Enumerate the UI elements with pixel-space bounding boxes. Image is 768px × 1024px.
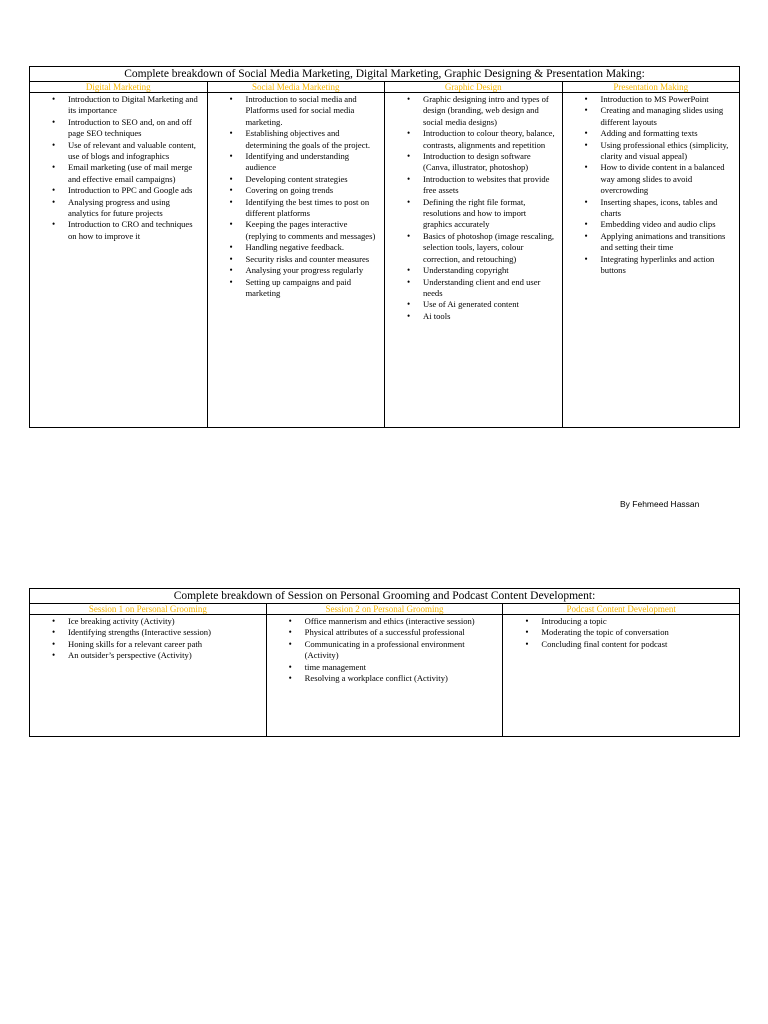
list-item: • Physical attributes of a successful professional bbox=[305, 627, 497, 638]
list-item: • Introduction to design software (Canva, illustrator, photoshop) bbox=[423, 151, 556, 174]
list-item: • Understanding copyright bbox=[423, 265, 556, 276]
graphic-design-list bbox=[385, 94, 556, 322]
course-breakdown-table bbox=[29, 66, 740, 428]
list-item: • Introduction to PPC and Google ads bbox=[68, 185, 201, 196]
session-1-cell bbox=[30, 615, 266, 736]
grooming-podcast-table bbox=[29, 588, 740, 737]
presentation-making-cell bbox=[562, 93, 740, 427]
presentation-making-list bbox=[563, 94, 734, 277]
list-item: • Handling negative feedback. bbox=[246, 242, 379, 253]
list-item: • Introduction to MS PowerPoint bbox=[601, 94, 734, 105]
graphic-design-cell bbox=[384, 93, 562, 427]
social-media-marketing-list bbox=[208, 94, 379, 299]
list-item: • Basics of photoshop (image rescaling, selection tools, layers, colour correction, and retouching) bbox=[423, 231, 556, 265]
list-item: • Security risks and counter measures bbox=[246, 254, 379, 265]
list-item: • Graphic designing intro and types of design (branding, web design and social media designs) bbox=[423, 94, 556, 128]
column-header-social-media-marketing: Social Media Marketing bbox=[207, 82, 385, 92]
session-2-cell bbox=[266, 615, 503, 736]
list-item: • Analysing your progress regularly bbox=[246, 265, 379, 276]
list-item: • Developing content strategies bbox=[246, 174, 379, 185]
list-item: • Creating and managing slides using different layouts bbox=[601, 105, 734, 128]
table-body-row bbox=[30, 615, 739, 736]
column-header-graphic-design: Graphic Design bbox=[384, 82, 562, 92]
session-1-list bbox=[30, 616, 260, 662]
list-item: • Establishing objectives and determining the goals of the project. bbox=[246, 128, 379, 151]
list-item: • Office mannerism and ethics (interactive session) bbox=[305, 616, 497, 627]
column-header-session-2: Session 2 on Personal Grooming bbox=[266, 604, 503, 614]
social-media-marketing-cell bbox=[207, 93, 385, 427]
table-header-row bbox=[30, 604, 739, 615]
list-item: • Introduction to CRO and techniques on how to improve it bbox=[68, 219, 201, 242]
column-header-session-1: Session 1 on Personal Grooming bbox=[88, 604, 207, 614]
list-item: • How to divide content in a balanced way among slides to avoid overcrowding bbox=[601, 162, 734, 196]
list-item: • Applying animations and transitions and setting their time bbox=[601, 231, 734, 254]
list-item: • Integrating hyperlinks and action buttons bbox=[601, 254, 734, 277]
column-header-podcast: Podcast Content Development bbox=[502, 604, 739, 614]
list-item: • Understanding client and end user needs bbox=[423, 277, 556, 300]
list-item: • Setting up campaigns and paid marketing bbox=[246, 277, 379, 300]
list-item: • Introduction to websites that provide free assets bbox=[423, 174, 556, 197]
list-item: • Identifying the best times to post on different platforms bbox=[246, 197, 379, 220]
table-title: Complete breakdown of Social Media Marketing, Digital Marketing, Graphic Designing & Presentation Making: bbox=[30, 67, 739, 82]
list-item: • Inserting shapes, icons, tables and charts bbox=[601, 197, 734, 220]
list-item: • Defining the right file format, resolutions and how to import graphics accurately bbox=[423, 197, 556, 231]
digital-marketing-list bbox=[30, 94, 201, 242]
author-credit: By Fehmeed Hassan bbox=[620, 499, 700, 509]
list-item: • Use of relevant and valuable content, use of blogs and infographics bbox=[68, 140, 201, 163]
podcast-list bbox=[503, 616, 733, 650]
list-item: • Analysing progress and using analytics for future projects bbox=[68, 197, 201, 220]
list-item: • time management bbox=[305, 662, 497, 673]
column-header-digital-marketing: Digital Marketing bbox=[85, 82, 151, 92]
column-header-presentation-making: Presentation Making bbox=[562, 82, 740, 92]
list-item: • Ai tools bbox=[423, 311, 556, 322]
podcast-cell bbox=[502, 615, 739, 736]
list-item: • Identifying and understanding audience bbox=[246, 151, 379, 174]
list-item: • Use of Ai generated content bbox=[423, 299, 556, 310]
list-item: • Introduction to colour theory, balance, contrasts, alignments and repetition bbox=[423, 128, 556, 151]
list-item: • Introduction to social media and Platforms used for social media marketing. bbox=[246, 94, 379, 128]
list-item: • Honing skills for a relevant career path bbox=[68, 639, 260, 650]
list-item: • Introducing a topic bbox=[541, 616, 733, 627]
table-header-row bbox=[30, 82, 739, 93]
list-item: • Email marketing (use of mail merge and effective email campaigns) bbox=[68, 162, 201, 185]
list-item: • Communicating in a professional environment (Activity) bbox=[305, 639, 497, 662]
list-item: • Covering on going trends bbox=[246, 185, 379, 196]
list-item: • Introduction to Digital Marketing and its importance bbox=[68, 94, 201, 117]
list-item: • Using professional ethics (simplicity, clarity and visual appeal) bbox=[601, 140, 734, 163]
list-item: • Embedding video and audio clips bbox=[601, 219, 734, 230]
list-item: • Concluding final content for podcast bbox=[541, 639, 733, 650]
list-item: • Resolving a workplace conflict (Activity) bbox=[305, 673, 497, 684]
list-item: • An outsider’s perspective (Activity) bbox=[68, 650, 260, 661]
digital-marketing-cell bbox=[30, 93, 207, 427]
list-item: • Introduction to SEO and, on and off page SEO techniques bbox=[68, 117, 201, 140]
list-item: • Ice breaking activity (Activity) bbox=[68, 616, 260, 627]
table-body-row bbox=[30, 93, 739, 427]
list-item: • Adding and formatting texts bbox=[601, 128, 734, 139]
list-item: • Keeping the pages interactive (replying to comments and messages) bbox=[246, 219, 379, 242]
session-2-list bbox=[267, 616, 497, 684]
table-title: Complete breakdown of Session on Personal Grooming and Podcast Content Development: bbox=[30, 589, 739, 604]
list-item: • Identifying strengths (Interactive session) bbox=[68, 627, 260, 638]
list-item: • Moderating the topic of conversation bbox=[541, 627, 733, 638]
